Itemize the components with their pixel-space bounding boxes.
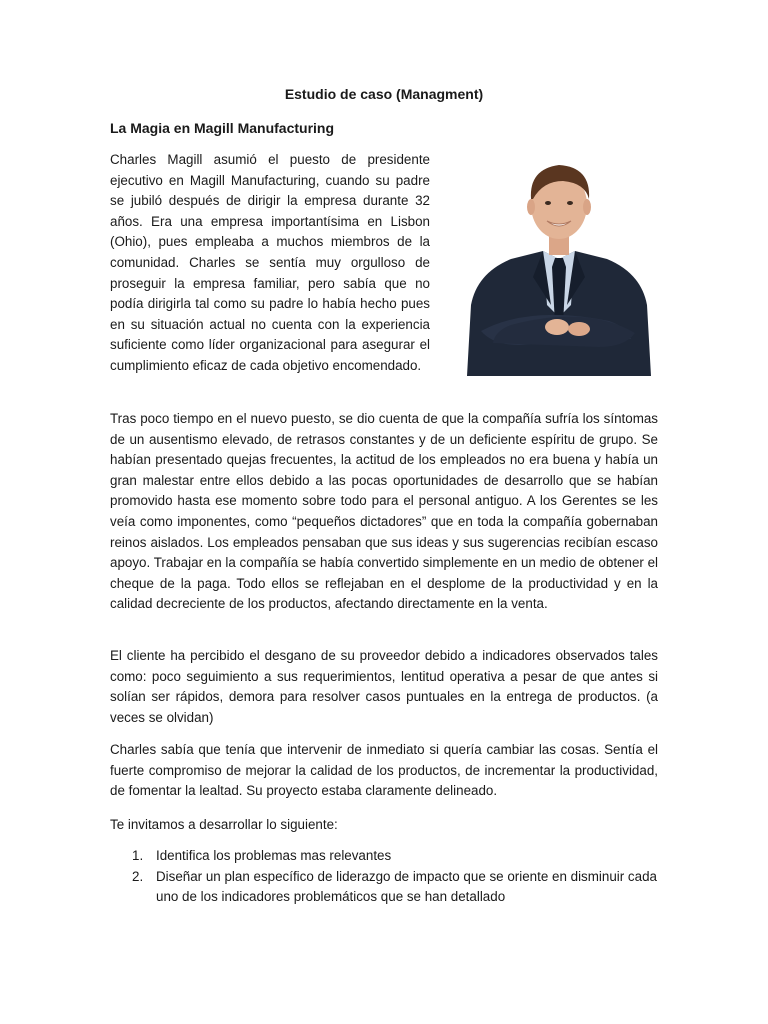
businessman-photo bbox=[459, 155, 658, 376]
list-item-text: Identifica los problemas mas relevantes bbox=[156, 848, 392, 863]
case-subtitle: La Magia en Magill Manufacturing bbox=[110, 120, 335, 136]
list-item-number: 1. bbox=[132, 848, 144, 863]
task-list bbox=[110, 846, 658, 908]
paragraph-invitation: Te invitamos a desarrollar lo siguiente: bbox=[110, 817, 338, 832]
list-item bbox=[110, 867, 658, 908]
document-title: Estudio de caso (Managment) bbox=[284, 86, 484, 102]
list-item bbox=[110, 846, 658, 867]
paragraph-intro: Charles Magill asumió el puesto de presidente ejecutivo en Magill Manufacturing, cuando su padre se jubiló después de dirigir la empresa durante 32 años. Era una empresa importantísima en Lisbon (Ohio), pues empleaba a muchos miembros de la comunidad. Charles se sentía muy orgulloso de proseguir la empresa familiar, pero sabía que no podía dirigirla tal como su padre lo había hecho pues en su situación actual no cuenta con la experiencia suficiente como líder organizacional para asegurar el cumplimiento eficaz de cada objetivo encomendado. bbox=[110, 152, 430, 373]
paragraph-client: El cliente ha percibido el desgano de su proveedor debido a indicadores observados tales como: poco seguimiento a sus requerimientos, lentitud operativa a pesar de que antes si solían ser rápidos, demora para resolver casos puntuales en la entrega de productos. (a veces se olvidan) bbox=[110, 648, 658, 725]
paragraph-commitment: Charles sabía que tenía que intervenir de inmediato si quería cambiar las cosas. Sentía el fuerte compromiso de mejorar la calidad de los productos, de incrementar la productividad, de fomentar la lealtad. Su proyecto estaba claramente delineado. bbox=[110, 742, 658, 799]
list-item-text: Diseñar un plan específico de liderazgo de impacto que se oriente en disminuir cada uno de los indicadores problemáticos que se han detallado bbox=[156, 868, 657, 904]
paragraph-symptoms: Tras poco tiempo en el nuevo puesto, se dio cuenta de que la compañía sufría los síntomas de un ausentismo elevado, de retrasos constantes y de un deficiente espíritu de grupo. Se habían presentado quejas frecuentes, la actitud de los empleados no era buena y había un gran malestar entre ellos debido a las pocas oportunidades de desarrollo que se habían promovido hasta ese momento sobre todo para el personal antiguo. A los Gerentes se les veía como imponentes, como “pequeños dictadores” que en toda la compañía gobernaban reinos aislados. Los empleados pensaban que sus ideas y sus sugerencias recibían escaso apoyo. Trabajar en la compañía se había convertido simplemente en un medio de obtener el cheque de la paga. Todo ellos se reflejaban en el desplome de la productividad y en la calidad decreciente de los productos, afectando directamente en la venta. bbox=[110, 411, 658, 612]
list-item-number: 2. bbox=[132, 868, 144, 884]
